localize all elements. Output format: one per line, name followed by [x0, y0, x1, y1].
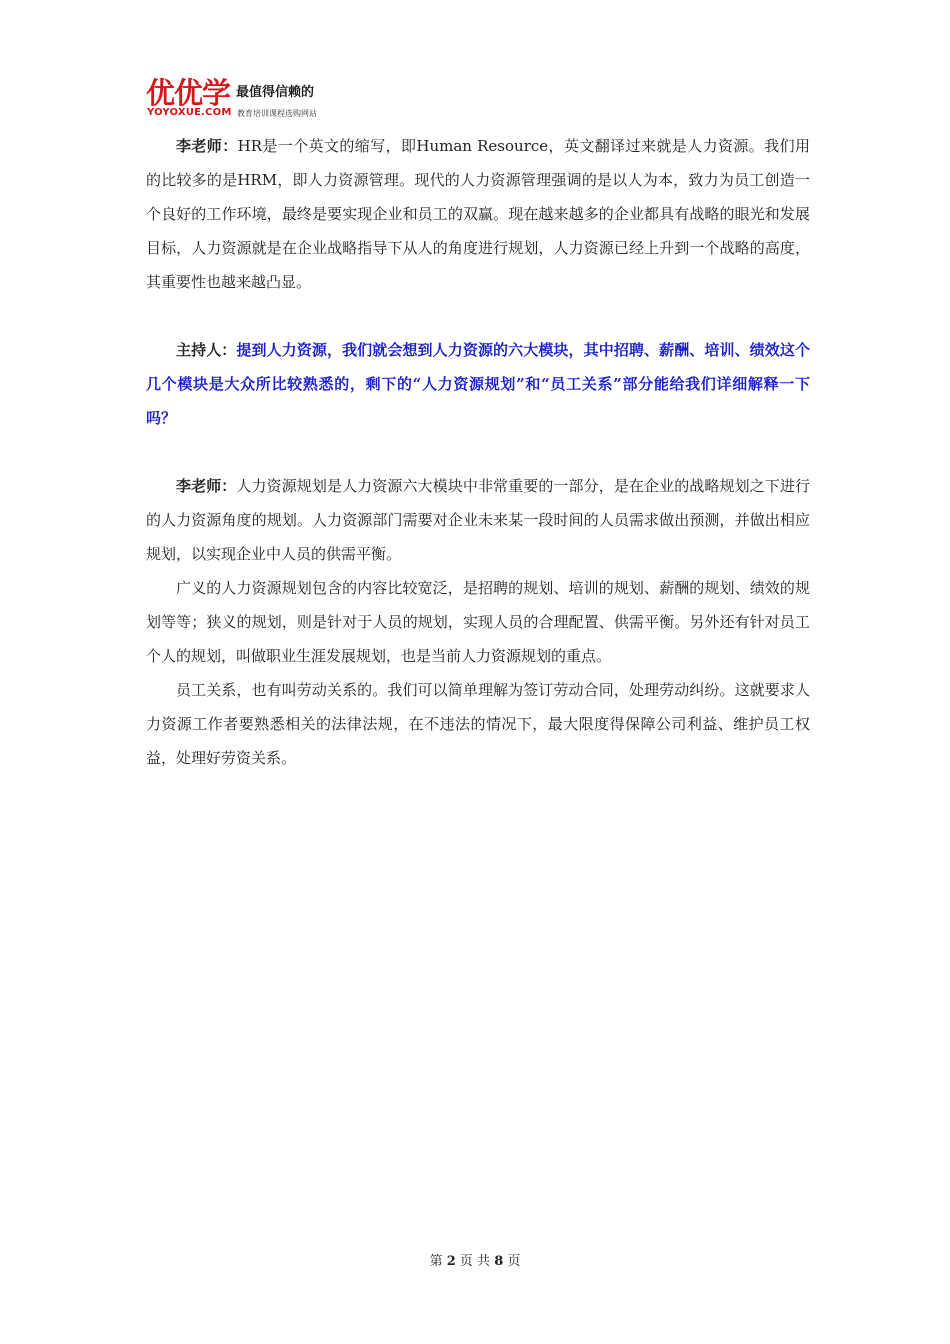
footer-prefix: 第	[429, 1254, 443, 1269]
paragraph-host-question	[146, 333, 810, 435]
speaker-label: 李老师：	[176, 137, 238, 155]
paragraph-employee-relations: 员工关系，也有叫劳动关系的。我们可以简单理解为签订劳动合同，处理劳动纠纷。这就要求人力资源工作者要熟悉相关的法律法规，在不违法的情况下，最大限度得保障公司利益、维护员工权益，处理好劳资关系。	[146, 681, 810, 767]
footer-middle: 页 共	[459, 1254, 491, 1269]
paragraph-text: HR是一个英文的缩写，即Human Resource，英文翻译过来就是人力资源。我们用的比较多的是HRM，即人力资源管理。现代的人力资源管理强调的是以人为本，致力为员工创造一个良好的工作环境，最终是要实现企业和员工的双赢。现在越来越多的企业都具有战略的眼光和发展目标，人力资源就是在企业战略指导下从人的角度进行规划，人力资源已经上升到一个战略的高度，其重要性也越来越凸显。	[146, 137, 810, 291]
host-question-text: 提到人力资源，我们就会想到人力资源的六大模块，其中招聘、薪酬、培训、绩效这个几个模块是大众所比较熟悉的，剩下的“人力资源规划”和“员工关系”部分能给我们详细解释一下吗？	[146, 341, 810, 427]
speaker-label: 主持人：	[176, 341, 237, 359]
current-page-number: 2	[446, 1254, 456, 1269]
speaker-label: 李老师：	[176, 477, 237, 495]
logo-slogan: 最值得信赖的	[236, 85, 315, 100]
logo-url: YOYOXUE.COM	[147, 107, 232, 118]
paragraph-teacher-answer-1	[146, 129, 810, 299]
logo-wordmark: 优优学	[146, 76, 231, 110]
paragraph-teacher-answer-2	[146, 469, 810, 571]
paragraph-planning-scope: 广义的人力资源规划包含的内容比较宽泛，是招聘的规划、培训的规划、薪酬的规划、绩效的规划等等；狭义的规划，则是针对于人员的规划，实现人员的合理配置、供需平衡。另外还有针对员工个人的规划，叫做职业生涯发展规划，也是当前人力资源规划的重点。	[146, 579, 810, 665]
paragraph-text: 人力资源规划是人力资源六大模块中非常重要的一部分，是在企业的战略规划之下进行的人力资源角度的规划。人力资源部门需要对企业未来某一段时间的人员需求做出预测，并做出相应规划，以实现企业中人员的供需平衡。	[146, 477, 810, 563]
logo-tagline: 教育培训课程选购网站	[237, 109, 317, 118]
paragraph-spacer	[146, 299, 810, 333]
paragraph-spacer	[146, 435, 810, 469]
footer-suffix: 页	[507, 1254, 521, 1269]
total-pages-number: 8	[494, 1254, 504, 1269]
page-footer	[0, 1250, 950, 1269]
document-body	[146, 129, 810, 775]
yoyoxue-logo	[146, 78, 376, 120]
